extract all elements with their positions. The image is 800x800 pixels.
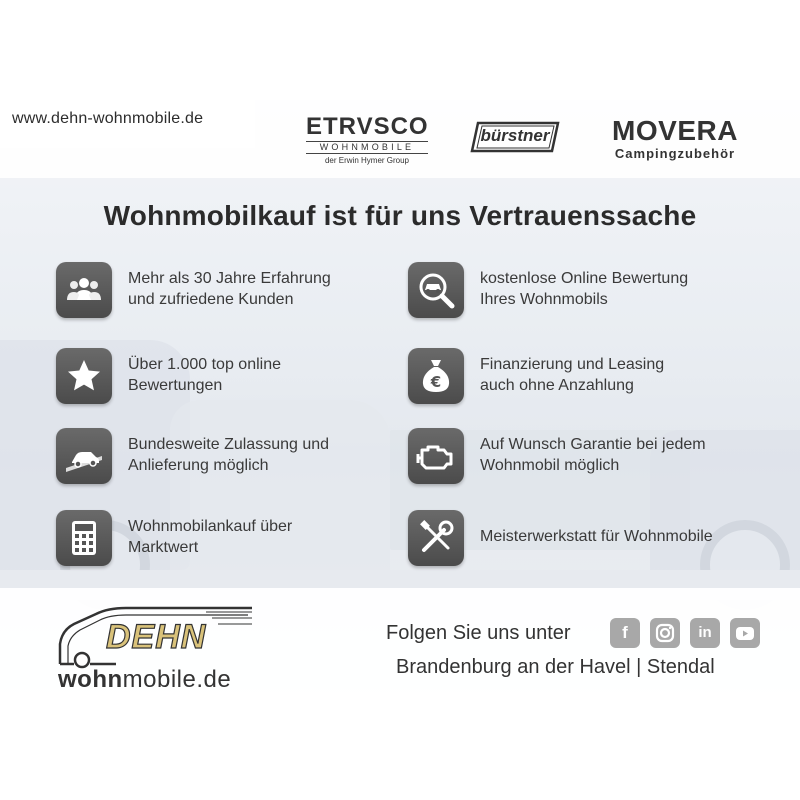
feature-line: Finanzierung und Leasing bbox=[480, 356, 665, 373]
feature-line: Marktwert bbox=[128, 539, 199, 556]
feature-line: Meisterwerkstatt für Wohnmobile bbox=[480, 528, 713, 545]
feature-workshop bbox=[408, 510, 768, 574]
follow-text: Folgen Sie uns unter bbox=[386, 622, 571, 644]
magnifier-car-icon bbox=[408, 262, 464, 318]
buerstner-logo-name: bürstner bbox=[480, 126, 550, 145]
feature-warranty bbox=[408, 428, 768, 492]
star-icon bbox=[56, 348, 112, 404]
location-text: Brandenburg an der Havel | Stendal bbox=[396, 656, 715, 678]
feature-line: Ihres Wohnmobils bbox=[480, 291, 608, 308]
etrusco-logo bbox=[306, 114, 428, 165]
feature-line: Wohnmobilankauf über bbox=[128, 518, 293, 535]
feature-line: Mehr als 30 Jahre Erfahrung bbox=[128, 270, 331, 287]
calculator-icon bbox=[56, 510, 112, 566]
feature-financing bbox=[408, 348, 768, 412]
website-link[interactable]: www.dehn-wohnmobile.de bbox=[12, 110, 204, 127]
dehn-logo bbox=[56, 604, 256, 694]
movera-logo bbox=[600, 116, 750, 161]
feature-market-value bbox=[56, 510, 416, 574]
feature-line: kostenlose Online Bewertung bbox=[480, 270, 689, 287]
feature-experience bbox=[56, 262, 416, 326]
feature-line: auch ohne Anzahlung bbox=[480, 377, 634, 394]
dehn-logo-wordmark: wohnmobile.de bbox=[58, 666, 232, 693]
feature-line: Wohnmobil möglich bbox=[480, 457, 620, 474]
etrusco-logo-name: ETRVSCO bbox=[306, 113, 429, 140]
feature-delivery bbox=[56, 428, 416, 492]
feature-line: Über 1.000 top online bbox=[128, 356, 281, 373]
footer bbox=[0, 588, 800, 700]
etrusco-logo-sub: WOHNMOBILE bbox=[306, 141, 428, 154]
feature-line: Anlieferung möglich bbox=[128, 457, 269, 474]
money-bag-euro-icon bbox=[408, 348, 464, 404]
feature-line: und zufriedene Kunden bbox=[128, 291, 294, 308]
youtube-icon[interactable] bbox=[730, 618, 760, 648]
car-delivery-icon bbox=[56, 428, 112, 484]
feature-line: Bundesweite Zulassung und bbox=[128, 436, 330, 453]
headline: Wohnmobilkauf ist für uns Vertrauenssache bbox=[103, 200, 697, 231]
feature-reviews bbox=[56, 348, 416, 412]
banner bbox=[0, 100, 800, 700]
instagram-icon[interactable] bbox=[650, 618, 680, 648]
feature-line: Auf Wunsch Garantie bei jedem bbox=[480, 436, 706, 453]
tools-icon bbox=[408, 510, 464, 566]
etrusco-logo-group: der Erwin Hymer Group bbox=[324, 156, 410, 165]
movera-logo-name: MOVERA bbox=[612, 115, 738, 146]
movera-logo-sub: Campingzubehör bbox=[614, 146, 736, 161]
engine-icon bbox=[408, 428, 464, 484]
facebook-icon[interactable]: f bbox=[610, 618, 640, 648]
svg-text:€: € bbox=[430, 373, 442, 391]
feature-online-valuation bbox=[408, 262, 768, 326]
feature-line: Bewertungen bbox=[128, 377, 223, 394]
partner-bar bbox=[0, 100, 800, 178]
linkedin-icon[interactable]: in bbox=[690, 618, 720, 648]
people-icon bbox=[56, 262, 112, 318]
buerstner-logo bbox=[468, 120, 562, 152]
dehn-logo-brand: DEHN bbox=[106, 618, 207, 656]
